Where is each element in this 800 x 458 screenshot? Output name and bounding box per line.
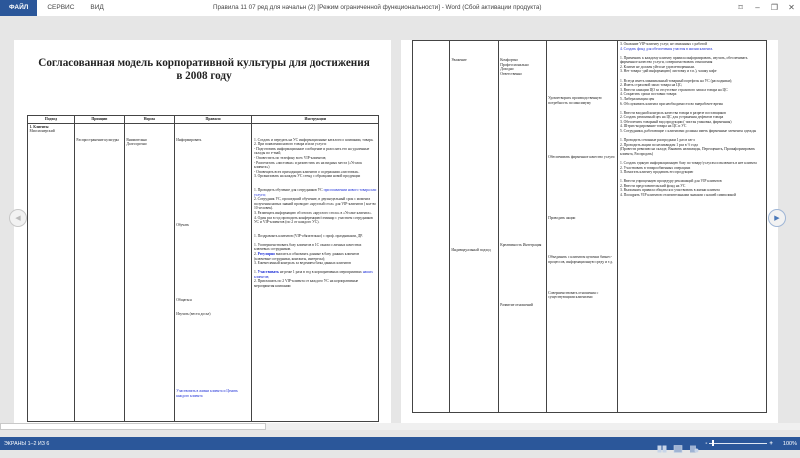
previous-screen-button[interactable]	[9, 209, 27, 227]
instruction-line: 5. Либерализация цен	[619, 96, 655, 101]
norm-professional: Профессионально	[500, 62, 529, 67]
instruction-line: (Провести ревизию на складе, Выявить неликвиды, Переоценить, Проинформировать клиента, Распродать)	[619, 147, 756, 156]
instruction-line: 4. Штрих-кодирование товара на ЦС и УС	[619, 124, 687, 129]
zoom-out-button[interactable]: -	[705, 440, 708, 447]
read-mode-icon[interactable]	[657, 440, 667, 448]
table-header-row	[28, 116, 379, 124]
table-row	[28, 123, 379, 421]
zoom-track[interactable]	[709, 443, 767, 444]
instruction-line: 2. Участвовать в товарообменных операциях	[619, 165, 691, 170]
culture-table-page-1	[27, 115, 379, 422]
instructions-communicate	[254, 234, 377, 239]
cell-norm	[124, 123, 174, 421]
instruction-line: 4. Один раз в год проводить конференцию/семинар с участием сотрудников УС и VIP-клиентов (по 2 от каждого УС).	[253, 215, 373, 225]
chevron-right-icon: ▶	[774, 215, 780, 222]
horizontal-scrollbar[interactable]	[0, 423, 800, 430]
instruction-line: 2.	[253, 251, 258, 256]
instruction-line: 3. Ежемесячный контроль за ведением базы данных клиентов	[253, 261, 351, 266]
norm-comfortable: Комфортно	[500, 58, 519, 62]
screen-count: ЭКРАНЫ 1–2 ИЗ 6	[4, 440, 50, 447]
norm-long-term: Долгосрочно	[126, 142, 147, 147]
instruction-line: не реже 1 раза в год в корпоративных мероприятиях	[278, 270, 363, 275]
cell-instructions	[252, 123, 379, 421]
rule-unite: Объединять с клиентом цепочки бизнес-процессов, информационную среду и т.д.	[548, 255, 614, 264]
instruction-line: - Оповещать всех приходящих клиентов о содержании «листовки».	[253, 169, 360, 174]
header-principle: Принцип	[74, 116, 124, 124]
instruction-line: вносить и обновлять данные в базу данных клиентов (ключевые сотрудники, контакты, интересы);	[253, 251, 360, 261]
instruction-line: 1. Проводить сезонные распродажи 1 раз в кв-л	[619, 138, 695, 143]
zoom-level[interactable]: 100%	[782, 440, 797, 447]
instruction-line: 2. Приглашать по 2 VIP-клиента от каждого УС на корпоративные мероприятия компании	[253, 279, 359, 289]
status-right-controls	[657, 437, 797, 450]
title-bar	[0, 0, 800, 16]
instructions-teach	[254, 188, 377, 225]
instruction-line: 3. Обеспечить товарный вид продукции ( чистая упаковка, фирменная)	[619, 119, 732, 124]
instruction-line: 3. Оказание VIP-клиенту услуг, не связанных с работой	[619, 42, 708, 46]
instruction-line: - Подготовить информационное сообщение и разослать его на удаленные склады по e-mail;	[253, 146, 370, 156]
scrollbar-thumb[interactable]	[0, 423, 266, 430]
instructions-inform	[254, 138, 377, 179]
cell-rules	[174, 123, 252, 421]
instruction-line: 3. Организовать на каждом УС стенд с образцами новой продукции	[253, 174, 361, 179]
norm-profitable: Доходно	[500, 67, 514, 72]
instructions-participate	[254, 270, 377, 288]
approach-individual: Индивидуальный подход	[451, 247, 491, 252]
print-layout-icon[interactable]	[673, 440, 683, 448]
instruction-line: 6. Обслуживать клиента при необходимости во внерабочее время	[619, 101, 723, 106]
principle-spread: Распространение культуры	[76, 137, 119, 142]
header-instructions: Инструкции	[252, 116, 379, 124]
instruction-highlight: Регулярно	[257, 251, 275, 256]
instructions-development	[620, 179, 765, 197]
next-screen-button[interactable]	[768, 209, 786, 227]
instructions-promo	[620, 111, 765, 134]
principle-creativity: Креативность Интеграция	[500, 243, 542, 248]
instruction-line: - Оповестить по телефону всех VIP-клиентов;	[253, 155, 327, 160]
instruction-line: 1. Поздравлять клиентов (VIP-обязательно) с проф. праздниками, ДР.	[253, 233, 363, 238]
instruction-line: 1. Всегда иметь минимальный товарный портфель на УС (расходники);	[619, 78, 733, 83]
document-page-1	[14, 40, 391, 426]
instruction-line: 2. Иметь страховой запас товара на ЦС;	[619, 83, 683, 88]
instruction-highlight: Участвовать	[257, 270, 279, 275]
principle-development: Развитие отношений	[500, 302, 533, 307]
instruction-line: 3. Помогать клиенту продавать его продукцию	[619, 170, 694, 175]
instruction-line: 3. Нет товара -дай информацию( листовку и т.п.), чашку кофе	[619, 69, 717, 74]
instructions-satisfy	[620, 56, 765, 74]
norm-attentive: Внимательно	[126, 137, 148, 142]
instruction-line: 3. Размещать информацию об итогах «круглого стола» в «Уголке клиента».	[253, 210, 372, 215]
instruction-line: 1. Проводить обучение для сотрудников УС	[253, 187, 323, 192]
norm-responsible: Ответственно	[500, 71, 522, 76]
document-workspace	[0, 16, 800, 423]
instruction-line: 1. Создать единую информационную базу по товару/услугам и включить в нее клиента	[619, 160, 757, 165]
instruction-line: 3. Выполнять правила общаться и участвовать в жизни клиента	[619, 188, 720, 193]
restore-icon[interactable]: ❐	[770, 3, 779, 12]
approach-missionary: Миссионерский	[29, 129, 55, 134]
header-approach: Подход	[28, 116, 75, 124]
section-clients: 1. Клиенты	[29, 124, 49, 129]
instruction-link: при появлении нового товара или услуги;	[253, 187, 377, 197]
instruction-line: 1. Усовершенствовать базу клиентов в 1С окном о личных качествах ключевых сотрудников.	[253, 242, 362, 252]
status-bar	[0, 437, 800, 450]
cell-rules	[546, 41, 618, 413]
cell-principle	[449, 41, 498, 413]
instruction-line: 2. Сотрудник УС, прошедший обучение, в двухнедельный срок с момента получения новых знаний проводит «круглый стол» для VIP-клиентов ( кол-во 10 человек).	[253, 197, 377, 211]
principle-respect: Уважение	[451, 58, 467, 62]
zoom-thumb[interactable]	[712, 440, 714, 446]
rule-improve: Совершенствовать отношения с существующими клиентами	[548, 290, 599, 300]
window-title: Правила 11 07 ред для начальн (2) [Режим ограниченной функциональности] - Word (Сбой активации продукта)	[213, 4, 542, 11]
instruction-line: 2. Создать ремонтный цех на ЦС для устранения дефектов товара	[619, 115, 724, 120]
rule-promo: Проводить акции	[548, 215, 576, 220]
instruction-highlight: наших клиентов;	[253, 270, 373, 279]
header-rule: Правило	[174, 116, 252, 124]
instruction-line: 1.	[253, 270, 258, 275]
menu-view[interactable]: ВИД	[90, 4, 104, 11]
zoom-slider[interactable]	[705, 441, 773, 447]
cell-norm	[498, 41, 546, 413]
cell-approach	[28, 123, 75, 421]
instruction-line: - Распечатать «листовки» и разместить их на видных места («Уголок клиента»)	[253, 160, 363, 170]
instruction-line: 4. Поощрять VIP клиентов отличительными знаками с нашей символикой	[619, 193, 736, 198]
culture-table-page-2	[412, 40, 767, 413]
instruction-highlight: 4. Создать фонд для обеспечения участия в жизни клиента.	[619, 46, 714, 51]
rule-communicate: Общаться	[176, 297, 192, 302]
instruction-line: 3. Ввести санкции ЦО за отсутствие страхового запаса товара на ЦС	[619, 87, 728, 92]
instruction-line: 1. Создать и передать на УС информационные каталоги о компании, товара.	[253, 137, 374, 142]
instructions-unite	[620, 138, 765, 156]
menu-file[interactable]: ФАЙЛ	[0, 0, 37, 16]
document-title: Согласованная модель корпоративной культуры для достижения в 2008 году	[38, 57, 370, 82]
instruction-line: 1. Ввести входной контроль качества товара в разрезе поставщиков	[619, 110, 726, 115]
instruction-line: 1. Ввести упрощенную процедуру рекламаций для VIP клиентов	[619, 179, 722, 184]
instruction-line: 5. Сотрудники, работающие с клиентами должны иметь фирменные элементы одежды	[619, 129, 757, 133]
instruction-line: 2. Проводить акции по неликвидам 1 раз в ½ года	[619, 142, 698, 147]
fullscreen-icon[interactable]: ⌑	[738, 3, 743, 12]
rule-satisfy: Удовлетворять производственную потребность по максимуму	[548, 96, 602, 105]
instruction-line: 2. При появлении нового товара и/или услуги:	[253, 142, 327, 147]
rule-participate: Участвовать в жизни клиента и Ценить каждого клиента	[176, 388, 238, 398]
instruction-line: 1. Применять к каждому клиенту правила информировать, изучать, обеспечивать фирменное качество услуги, совершенствовать отношения	[619, 55, 748, 65]
instructions-quality	[620, 79, 765, 107]
close-icon[interactable]: ✕	[788, 3, 795, 12]
cell-instructions	[618, 41, 767, 413]
instructions-top	[620, 42, 765, 51]
window-controls	[732, 0, 800, 16]
chevron-left-icon: ◀	[15, 215, 21, 222]
document-page-2	[401, 40, 778, 426]
rule-teach: Обучать	[176, 223, 190, 228]
cell-approach	[413, 41, 450, 413]
instructions-study	[254, 243, 377, 266]
table-row	[413, 41, 767, 413]
instruction-line: 4. Сократить сроки поставки товара	[619, 92, 677, 97]
instruction-line: 2. Клиент не должен уйти не удовлетворенным.	[619, 64, 695, 69]
header-norm: Норма	[124, 116, 174, 124]
zoom-in-button[interactable]: +	[769, 440, 773, 447]
rule-inform: Информировать	[176, 137, 202, 142]
web-layout-icon[interactable]	[689, 440, 699, 448]
minimize-icon[interactable]: –	[755, 3, 760, 12]
cell-principle	[74, 123, 124, 421]
rule-study: Изучать (вести досье)	[176, 312, 211, 317]
instructions-improve	[620, 161, 765, 175]
instruction-line: 2. Ввести представительский фонд на УС	[619, 183, 686, 188]
rule-quality: Обеспечивать фирменное качество услуги	[548, 155, 615, 160]
menu-tools[interactable]: СЕРВИС	[47, 4, 75, 11]
